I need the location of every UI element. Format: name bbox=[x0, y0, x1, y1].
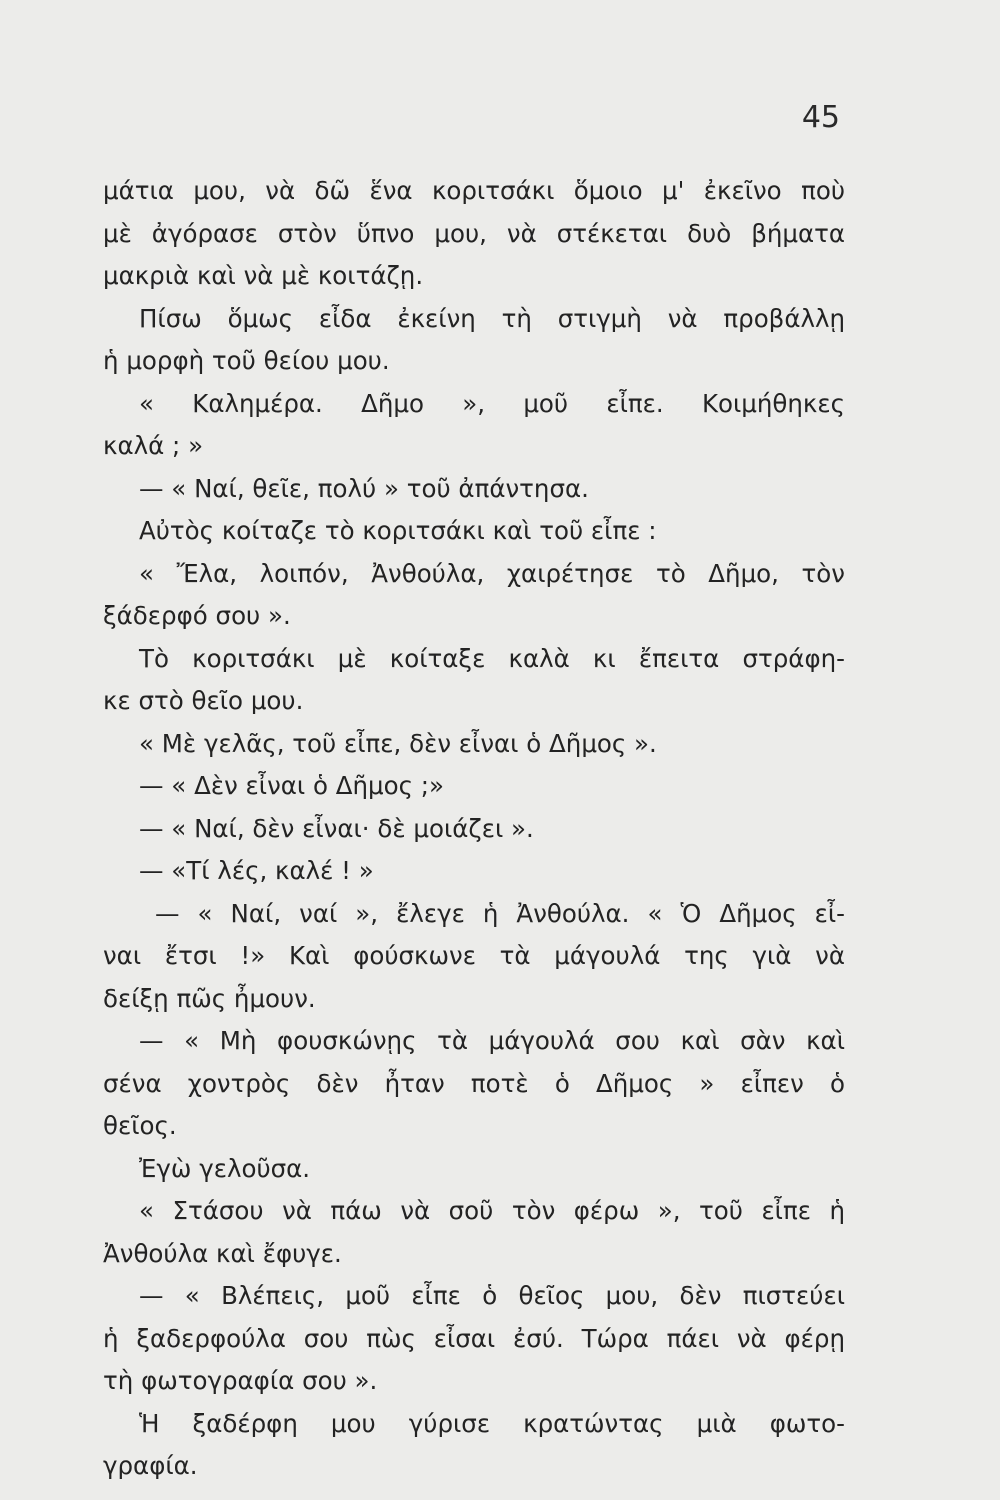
text-line: κε στὸ θεῖο μου. bbox=[103, 686, 304, 715]
text-line: τὴ φωτογραφία σου ». bbox=[103, 1366, 378, 1395]
text-line: Τὸ κοριτσάκι μὲ κοίταξε καλὰ κι ἔπειτα στράφη- bbox=[139, 643, 845, 673]
text-line: « Καλημέρα. Δῆμο », μοῦ εἶπε. Κοιμήθηκες bbox=[139, 388, 845, 418]
text-line: μάτια μου, νὰ δῶ ἕνα κοριτσάκι ὅμοιο μ' ἐκεῖνο ποὺ bbox=[103, 176, 845, 205]
text-line: καλά ; » bbox=[103, 431, 204, 460]
text-line: γραφία. bbox=[103, 1451, 198, 1480]
text-line: « Στάσου νὰ πάω νὰ σοῦ τὸν φέρω », τοῦ εἶπε ἡ bbox=[139, 1196, 845, 1225]
body-text bbox=[103, 170, 845, 1488]
text-line: ἡ μορφὴ τοῦ θείου μου. bbox=[103, 346, 390, 375]
text-line: θεῖος. bbox=[103, 1111, 177, 1140]
text-line: σένα χοντρὸς δὲν ἦταν ποτὲ ὁ Δῆμος » εἶπεν ὁ bbox=[103, 1068, 845, 1098]
text-line: ἡ ξαδερφούλα σου πὼς εἶσαι ἐσύ. Τώρα πάει νὰ φέρῃ bbox=[103, 1323, 845, 1353]
text-line: — « Βλέπεις, μοῦ εἶπε ὁ θεῖος μου, δὲν πιστεύει bbox=[139, 1281, 845, 1310]
text-line: Ἡ ξαδέρφη μου γύρισε κρατώντας μιὰ φωτο- bbox=[139, 1408, 845, 1438]
text-line: — « Ναί, θεῖε, πολύ » τοῦ ἀπάντησα. bbox=[139, 473, 589, 503]
text-line: μὲ ἀγόρασε στὸν ὕπνο μου, νὰ στέκεται δυὸ βήματα bbox=[103, 218, 845, 248]
page-number: 45 bbox=[801, 100, 840, 135]
text-line: δείξῃ πῶς ἦμουν. bbox=[103, 983, 316, 1013]
text-line: Ἀνθούλα καὶ ἔφυγε. bbox=[103, 1238, 342, 1268]
text-line: μακριὰ καὶ νὰ μὲ κοιτάζῃ. bbox=[103, 261, 424, 290]
text-line: « Μὲ γελᾶς, τοῦ εἶπε, δὲν εἶναι ὁ Δῆμος ». bbox=[139, 728, 657, 758]
text-line: Ἐγὼ γελοῦσα. bbox=[139, 1153, 311, 1183]
text-line: « Ἔλα, λοιπόν, Ἀνθούλα, χαιρέτησε τὸ Δῆμο, τὸν bbox=[139, 558, 845, 588]
text-line: — « Δὲν εἶναι ὁ Δῆμος ;» bbox=[139, 771, 445, 800]
text-line: — « Μὴ φουσκώνῃς τὰ μάγουλά σου καὶ σὰν καὶ bbox=[139, 1026, 845, 1055]
text-line: ξάδερφό σου ». bbox=[103, 601, 291, 630]
text-line: — « Ναί, ναί », ἔλεγε ἡ Ἀνθούλα. « Ὁ Δῆμος εἶ- bbox=[155, 898, 845, 928]
text-line: Πίσω ὅμως εἶδα ἐκείνη τὴ στιγμὴ νὰ προβάλλῃ bbox=[139, 303, 845, 333]
text-line: — «Τί λές, καλέ ! » bbox=[139, 856, 374, 885]
text-line: ναι ἔτσι !» Καὶ φούσκωνε τὰ μάγουλά της γιὰ νὰ bbox=[103, 941, 845, 970]
text-line: Αὐτὸς κοίταζε τὸ κοριτσάκι καὶ τοῦ εἶπε : bbox=[139, 516, 657, 545]
text-line: — « Ναί, δὲν εἶναι· δὲ μοιάζει ». bbox=[139, 813, 534, 843]
